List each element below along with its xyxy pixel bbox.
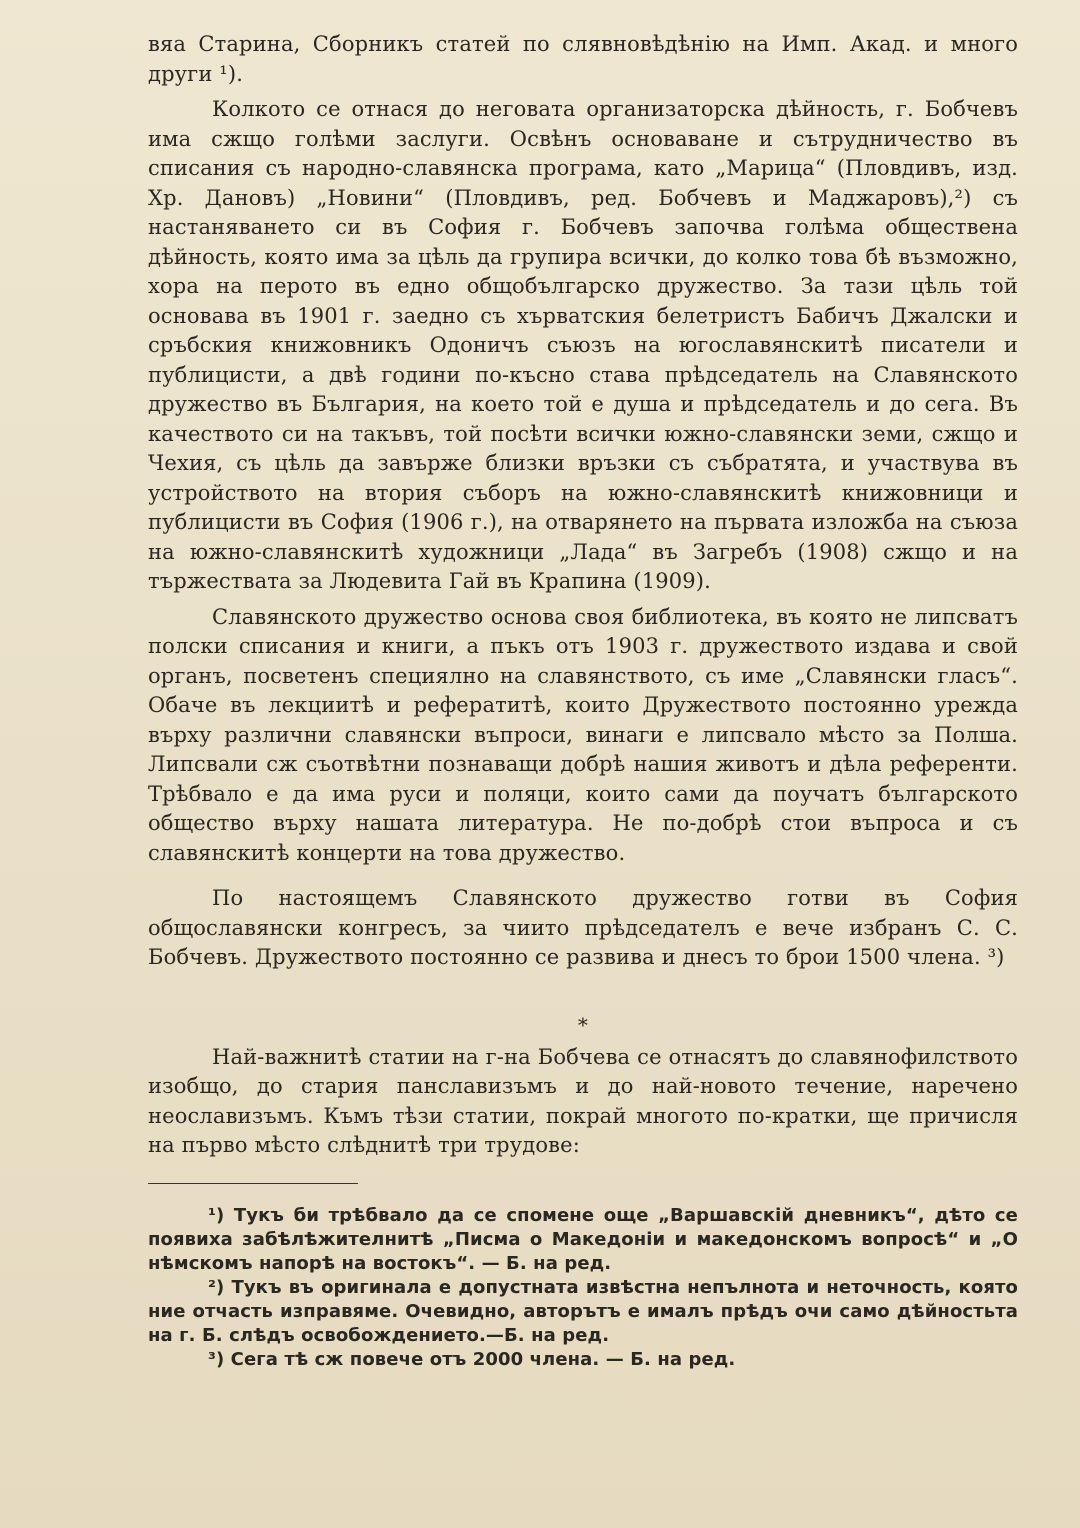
footnote-rule xyxy=(148,1183,358,1184)
paragraph-slavic-society: Славянското дружество основа своя библиотека, въ която не липсватъ полски списания и книги, а пъкъ отъ 1903 г. дружеството издава и свой органъ, посветенъ специялно на славянството, съ име „Славянски гласъ“. Обаче въ лекциитѣ и рефератитѣ, които Дружеството постоянно урежда върху различни славянски въпроси, винаги е липсвало мѣсто за Полша. Липсвали сж съотвѣтни познаващи добрѣ нашия животъ и дѣла референти. Трѣбвало е да има руси и поляци, които сами да поучатъ българското общество върху нашата литература. Не по-добрѣ стои въпроса и съ славянскитѣ концерти на това дружество. xyxy=(148,604,1018,865)
footnote-1: ¹) Тукъ би трѣбвало да се спомене още „Варшавскій дневникъ“, дѣто се появиха забѣлѣжителнитѣ „Писма о Македоніи и македонскомъ вопросѣ“ и „О нѣмскомъ напорѣ на востокъ“. — Б. на ред. xyxy=(148,1204,1018,1274)
section-separator: * xyxy=(577,1012,589,1037)
footnotes xyxy=(148,1204,1018,1372)
paragraph-continuation: вяа Старина, Сборникъ статей по слявновѣдѣнію на Имп. Акад. и много други ¹). xyxy=(148,32,1018,86)
footnote-2: ²) Тукъ въ оригинала е допустната извѣстна непълнота и неточность, която ние отчасть изправяме. Очевидно, авторътъ е ималъ прѣдъ очи само дѣйностьта на г. Б. слѣдъ освобождението.—Б. на ред. xyxy=(148,1276,1018,1346)
footnote-3: ³) Сега тѣ сж повече отъ 2000 члена. — Б. на ред. xyxy=(208,1348,736,1370)
paragraph-important-articles: Най-важнитѣ статии на г-на Бобчева се отнасятъ до славянофилството изобщо, до стария панславизъмъ и до най-новото течение, наречено неославизъмъ. Къмъ тѣзи статии, покрай многото по-кратки, ще причисля на първо мѣсто слѣднитѣ три трудове: xyxy=(148,1044,1018,1157)
main-text xyxy=(148,30,1018,1161)
paragraph-congress: По настоящемъ Славянското дружество готви въ София общославянски конгресъ, за чиито прѣдседателъ е вече избранъ С. С. Бобчевъ. Дружеството постоянно се развива и днесъ то брои 1500 члена. ³) xyxy=(148,886,1018,969)
paragraph-organizational-activity: Колкото се отнася до неговата организаторска дѣйность, г. Бобчевъ има сжщо голѣми заслуги. Освѣнъ основаване и сътрудничество въ списания съ народно-славянска програма, като „Марица“ (Пловдивъ, изд. Хр. Дановъ) „Новини“ (Пловдивъ, ред. Бобчевъ и Маджаровъ),²) съ настаняването си въ София г. Бобчевъ започва голѣма обществена дѣйность, която има за цѣль да групира всички, до колко това бѣ възможно, хора на перото въ едно общобългарско дружество. За тази цѣль той основава въ 1901 г. заедно съ хърватския белетристъ Бабичъ Джалски и сръбския книжовникъ Одоничъ съюзъ на югославянскитѣ писатели и публицисти, а двѣ години по-късно става прѣдседатель на Славянското дружество въ България, на което той е душа и прѣдседатель и до сега. Въ качеството си на такъвъ, той посѣти всички южно-славянски земи, сжщо и Чехия, съ цѣль да завърже близки връзки съ събратята, и участвува въ устройството на втория съборъ на южно-славянскитѣ книжовници и публицисти въ София (1906 г.), на отварянето на първата изложба на съюза на южно-славянскитѣ художници „Лада“ въ Загребъ (1908) сжщо и на тържествата за Людевита Гай въ Крапина (1909). xyxy=(148,97,1018,593)
